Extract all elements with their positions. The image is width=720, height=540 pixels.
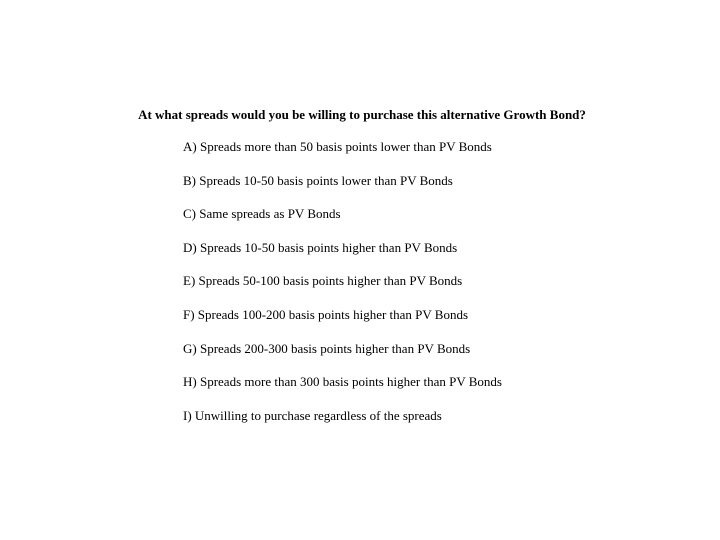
option-g: G) Spreads 200-300 basis points higher than PV Bonds xyxy=(183,340,471,356)
option-e: E) Spreads 50-100 basis points higher than PV Bonds xyxy=(183,273,463,289)
option-h: H) Spreads more than 300 basis points higher than PV Bonds xyxy=(183,374,502,390)
answer-options-list xyxy=(183,138,502,440)
option-d: D) Spreads 10-50 basis points higher than PV Bonds xyxy=(183,239,458,255)
question-heading: At what spreads would you be willing to purchase this alternative Growth Bond? xyxy=(138,107,586,122)
option-f: F) Spreads 100-200 basis points higher than PV Bonds xyxy=(183,306,469,322)
option-c: C) Same spreads as PV Bonds xyxy=(183,206,341,222)
option-i: I) Unwilling to purchase regardless of the spreads xyxy=(183,407,442,423)
option-b: B) Spreads 10-50 basis points lower than PV Bonds xyxy=(183,172,453,188)
option-a: A) Spreads more than 50 basis points lower than PV Bonds xyxy=(183,139,492,154)
